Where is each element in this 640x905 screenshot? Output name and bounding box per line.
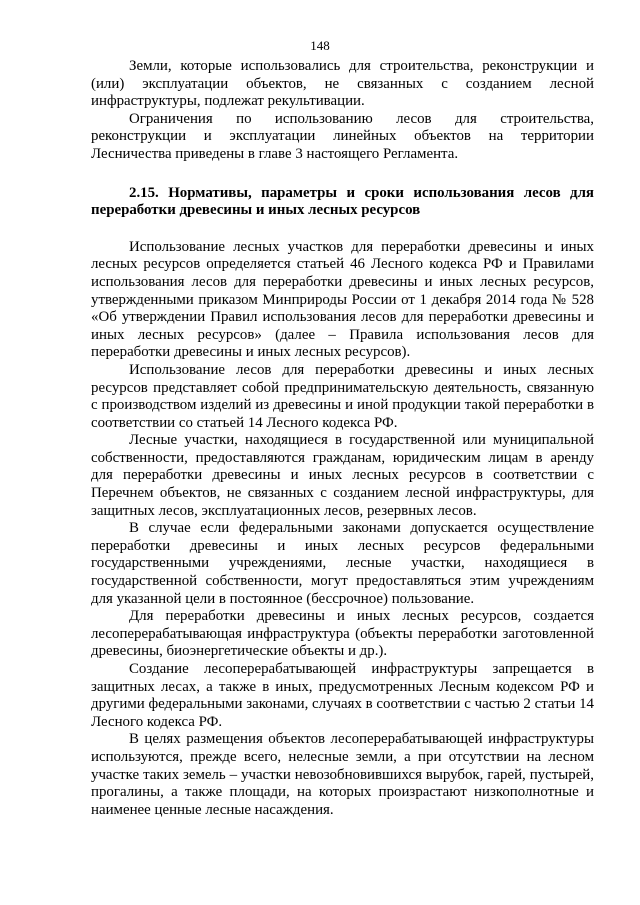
paragraph: Лесные участки, находящиеся в государственной или муниципальной собственности, предоставляются гражданам, юридическим лицам в аренду для переработки древесины и иных лесных ресурсов в соответствии с Перечнем объектов, не связанных с созданием лесной инфраструктуры, для защитных лесов, эксплуатационных лесов, резервных лесов. xyxy=(91,432,594,519)
paragraph: В целях размещения объектов лесоперерабатывающей инфраструктуры используются, прежде всего, нелесные земли, а при отсутствии на лесном участке таких земель – участки невозобновившихся вырубок, гарей, пустырей, прогалины, а также площади, на которых произрастают низкополнотные и наименее ценные лесные насаждения. xyxy=(91,731,594,818)
page-number: 148 xyxy=(310,38,330,53)
paragraph: В случае если федеральными законами допускается осуществление переработки древесины и иных лесных ресурсов федеральными государственными учреждениями, лесные участки, находящиеся в государственной собственности, могут предоставляться этим учреждениям для указанной цели в постоянное (бессрочное) пользование. xyxy=(91,520,594,607)
section-heading: 2.15. Нормативы, параметры и сроки использования лесов для переработки древесины и иных лесных ресурсов xyxy=(91,184,594,219)
paragraph: Для переработки древесины и иных лесных ресурсов, создается лесоперерабатывающая инфраструктура (объекты переработки заготовленной древесины, биоэнергетические объекты и др.). xyxy=(91,608,594,660)
paragraph: Ограничения по использованию лесов для строительства, реконструкции и эксплуатации линейных объектов на территории Лесничества приведены в главе 3 настоящего Регламента. xyxy=(91,110,594,162)
paragraph: Земли, которые использовались для строительства, реконструкции и (или) эксплуатации объектов, не связанных с созданием лесной инфраструктуры, подлежат рекультивации. xyxy=(91,58,594,110)
paragraph: Использование лесных участков для переработки древесины и иных лесных ресурсов определяется статьей 46 Лесного кодекса РФ и Правилами использования лесов для переработки древесины и иных лесных ресурсов, утвержденными приказом Минприроды России от 1 декабря 2014 года № 528 «Об утверждении Правил использования лесов для переработки древесины и иных лесных ресурсов» (далее – Правила использования лесов для переработки древесины и иных лесных ресурсов). xyxy=(91,238,594,361)
paragraph: Использование лесов для переработки древесины и иных лесных ресурсов представляет собой предпринимательскую деятельность, связанную с производством изделий из древесины и иной продукции такой переработки в соответствии со статьей 14 Лесного кодекса РФ. xyxy=(91,361,594,431)
document-body xyxy=(91,58,594,819)
paragraph: Создание лесоперерабатывающей инфраструктуры запрещается в защитных лесах, а также в иных, предусмотренных Лесным кодексом РФ и другими федеральными законами, случаях в соответствии с частью 2 статьи 14 Лесного кодекса РФ. xyxy=(91,661,595,730)
